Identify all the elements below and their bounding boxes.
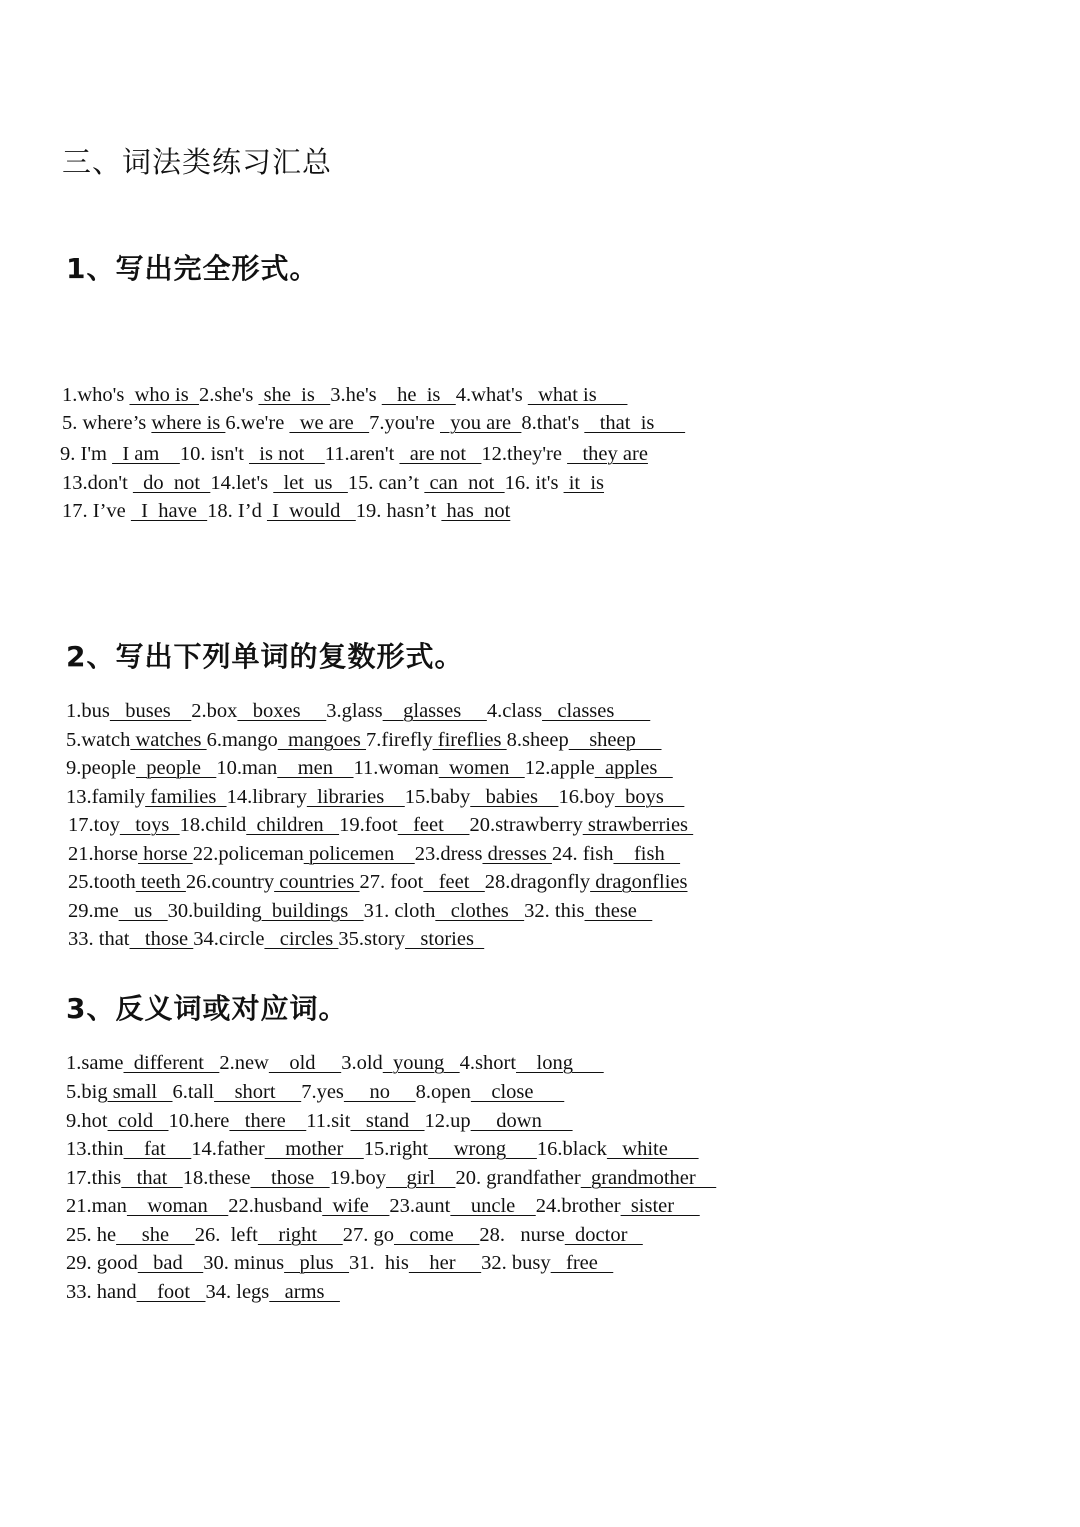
exercise-answer: I am <box>112 443 180 465</box>
exercise-answer: small <box>107 1081 173 1103</box>
exercise-answer: sheep <box>568 729 662 751</box>
exercise-answer: long <box>516 1052 604 1074</box>
exercise-prompt: 12.they're <box>481 443 568 465</box>
exercise-prompt: 1.who's <box>62 384 130 406</box>
exercise-prompt: 2.box <box>191 700 238 722</box>
exercise-answer: stand <box>350 1110 425 1132</box>
exercise-prompt: 13.family <box>66 786 146 808</box>
exercise-prompt: 22.policeman <box>192 843 304 865</box>
exercise-prompt: 29. good <box>66 1252 138 1274</box>
exercise-prompt: 1.same <box>66 1052 124 1074</box>
exercise-answer: dragonflies <box>590 871 688 893</box>
exercise-prompt: 30.building <box>167 900 262 922</box>
exercise-answer: grandmother <box>580 1167 717 1189</box>
exercise-answer: woman <box>126 1195 229 1217</box>
exercise-prompt: 15.right <box>363 1138 429 1160</box>
exercise-prompt: 7.yes <box>301 1081 344 1103</box>
exercise-answer: she <box>116 1224 195 1246</box>
exercise-answer: horse <box>138 843 193 865</box>
exercise-answer: dresses <box>482 843 552 865</box>
exercise-answer: feet <box>397 814 470 836</box>
exercise-prompt: 18.child <box>179 814 247 836</box>
exercise-answer: cold <box>107 1110 169 1132</box>
exercise-prompt: 18. I’d <box>207 500 267 522</box>
exercise-prompt: 27. go <box>342 1224 394 1246</box>
exercise-line <box>62 411 685 435</box>
exercise-line <box>68 813 693 837</box>
exercise-answer: wife <box>322 1195 390 1217</box>
exercise-answer: children <box>246 814 340 836</box>
exercise-prompt: 20.strawberry <box>469 814 583 836</box>
exercise-prompt: 32. this <box>524 900 585 922</box>
exercise-answer: women <box>438 757 525 779</box>
exercise-prompt: 3.glass <box>326 700 383 722</box>
exercise-answer: that <box>121 1167 183 1189</box>
exercise-prompt: 6.mango <box>206 729 278 751</box>
exercise-answer: uncle <box>450 1195 536 1217</box>
exercise-prompt: 4.what's <box>455 384 528 406</box>
exercise-prompt: 10. isn't <box>179 443 250 465</box>
exercise-prompt: 2.new <box>219 1052 269 1074</box>
exercise-answer: her <box>408 1252 482 1274</box>
exercise-answer: that is <box>584 412 686 434</box>
exercise-line <box>66 1194 700 1218</box>
exercise-prompt: 19.boy <box>329 1167 387 1189</box>
exercise-prompt: 31. his <box>349 1252 409 1274</box>
exercise-prompt: 7.firefly <box>366 729 433 751</box>
exercise-prompt: 8.that's <box>521 412 585 434</box>
exercise-answer: right <box>257 1224 343 1246</box>
exercise-line <box>68 870 687 894</box>
exercise-prompt: 10.man <box>216 757 278 779</box>
exercise-prompt: 28.dragonfly <box>484 871 591 893</box>
exercise-prompt: 3.he's <box>330 384 382 406</box>
exercise-answer: I would <box>266 500 356 522</box>
exercise-prompt: 11.aren't <box>324 443 400 465</box>
exercise-prompt: 25. he <box>66 1224 117 1246</box>
exercise-answer: arms <box>269 1281 340 1303</box>
exercise-prompt: 5.big <box>66 1081 108 1103</box>
exercise-answer: mangoes <box>277 729 367 751</box>
exercise-prompt: 12.up <box>424 1110 471 1132</box>
exercise-prompt: 28. nurse <box>479 1224 565 1246</box>
exercise-prompt: 23.dress <box>414 843 483 865</box>
exercise-answer: strawberries <box>582 814 694 836</box>
exercise-answer: he is <box>381 384 456 406</box>
exercise-prompt: 14.father <box>191 1138 265 1160</box>
exercise-answer: families <box>145 786 227 808</box>
exercise-prompt: 4.class <box>486 700 543 722</box>
exercise-line <box>68 927 484 951</box>
exercise-answer: apples <box>594 757 673 779</box>
exercise-answer: different <box>123 1052 220 1074</box>
exercise-answer: plus <box>284 1252 350 1274</box>
exercise-answer: she is <box>258 384 331 406</box>
exercise-prompt: 16.boy <box>558 786 615 808</box>
exercise-prompt: 31. cloth <box>363 900 436 922</box>
exercise-answer: fat <box>123 1138 192 1160</box>
exercise-prompt: 8.open <box>415 1081 471 1103</box>
exercise-answer: circles <box>264 928 339 950</box>
exercise-answer: what is <box>527 384 628 406</box>
exercise-prompt: 13.don't <box>62 472 133 494</box>
exercise-prompt: 8.sheep <box>506 729 569 751</box>
exercise-answer: wrong <box>428 1138 537 1160</box>
exercise-answer: let us <box>273 472 348 494</box>
exercise-prompt: 34. legs <box>205 1281 270 1303</box>
exercise-answer: feet <box>423 871 485 893</box>
exercise-prompt: 24. fish <box>551 843 614 865</box>
exercise-prompt: 5.watch <box>66 729 131 751</box>
exercise-prompt: 35.story <box>338 928 406 950</box>
section-2-heading: 2、写出下列单词的复数形式。 <box>66 640 464 673</box>
exercise-answer: girl <box>386 1167 456 1189</box>
exercise-line <box>68 899 652 923</box>
exercise-prompt: 25.tooth <box>68 871 136 893</box>
exercise-prompt: 9.people <box>66 757 137 779</box>
exercise-answer: clothes <box>435 900 525 922</box>
exercise-answer: buses <box>109 700 192 722</box>
exercise-prompt: 17.this <box>66 1167 122 1189</box>
exercise-prompt: 29.me <box>68 900 119 922</box>
exercise-prompt: 6.tall <box>172 1081 215 1103</box>
exercise-prompt: 26. left <box>194 1224 258 1246</box>
section-3-heading: 3、反义词或对应词。 <box>66 992 348 1025</box>
exercise-answer: glasses <box>382 700 487 722</box>
exercise-answer: men <box>277 757 354 779</box>
exercise-answer: those <box>129 928 194 950</box>
exercise-answer: come <box>393 1224 480 1246</box>
exercise-prompt: 17. I’ve <box>62 500 131 522</box>
exercise-prompt: 6.we're <box>225 412 290 434</box>
exercise-line <box>60 442 648 466</box>
exercise-prompt: 4.short <box>459 1052 517 1074</box>
exercise-prompt: 33. hand <box>66 1281 137 1303</box>
exercise-prompt: 20. grandfather <box>455 1167 581 1189</box>
exercise-answer: it is <box>563 472 605 494</box>
exercise-answer: there <box>229 1110 307 1132</box>
exercise-prompt: 2.she's <box>198 384 259 406</box>
exercise-prompt: 32. busy <box>481 1252 551 1274</box>
exercise-answer: who is <box>129 384 199 406</box>
exercise-prompt: 7.you're <box>369 412 440 434</box>
exercise-line <box>66 1166 716 1190</box>
exercise-prompt: 33. that <box>68 928 130 950</box>
exercise-line <box>66 1223 643 1247</box>
exercise-answer: boxes <box>237 700 327 722</box>
exercise-prompt: 10.here <box>168 1110 230 1132</box>
exercise-answer: is not <box>249 443 325 465</box>
exercise-answer: babies <box>470 786 559 808</box>
exercise-answer: watches <box>130 729 207 751</box>
exercise-answer: buildings <box>261 900 364 922</box>
exercise-answer: short <box>214 1081 302 1103</box>
exercise-answer: has not <box>441 500 511 522</box>
exercise-line <box>62 383 627 407</box>
exercise-prompt: 9.hot <box>66 1110 108 1132</box>
page-title: 三、词法类练习汇总 <box>62 145 333 179</box>
exercise-prompt: 1.bus <box>66 700 110 722</box>
exercise-line <box>66 1137 699 1161</box>
exercise-prompt: 16. it's <box>504 472 564 494</box>
exercise-answer: free <box>550 1252 614 1274</box>
exercise-answer: bad <box>137 1252 204 1274</box>
exercise-line <box>66 1280 340 1304</box>
exercise-answer: libraries <box>306 786 405 808</box>
exercise-line <box>66 1051 604 1075</box>
exercise-answer: do not <box>132 472 211 494</box>
section-1-heading: 1、写出完全形式。 <box>66 252 319 285</box>
exercise-prompt: 14.library <box>226 786 307 808</box>
exercise-answer: can not <box>424 472 505 494</box>
exercise-answer: those <box>250 1167 330 1189</box>
exercise-answer: where is <box>151 412 226 434</box>
exercise-prompt: 18.these <box>182 1167 251 1189</box>
exercise-prompt: 16.black <box>536 1138 607 1160</box>
exercise-line <box>66 728 662 752</box>
exercise-prompt: 15.baby <box>404 786 471 808</box>
exercise-prompt: 34.circle <box>193 928 265 950</box>
exercise-line <box>66 785 684 809</box>
exercise-prompt: 11.sit <box>306 1110 351 1132</box>
exercise-answer: we are <box>289 412 370 434</box>
exercise-answer: countries <box>274 871 360 893</box>
exercise-answer: doctor <box>564 1224 643 1246</box>
exercise-prompt: 13.thin <box>66 1138 124 1160</box>
exercise-prompt: 15. can’t <box>347 472 425 494</box>
exercise-prompt: 21.man <box>66 1195 127 1217</box>
exercise-line <box>66 756 673 780</box>
exercise-answer: boys <box>614 786 685 808</box>
exercise-answer: policemen <box>303 843 415 865</box>
exercise-answer: us <box>118 900 168 922</box>
exercise-answer: teeth <box>135 871 186 893</box>
exercise-answer: you are <box>440 412 522 434</box>
exercise-answer: sister <box>620 1195 700 1217</box>
exercise-answer: I have <box>130 500 208 522</box>
exercise-answer: are not <box>399 443 482 465</box>
exercise-prompt: 22.husband <box>228 1195 323 1217</box>
exercise-answer: they are <box>567 443 648 465</box>
exercise-prompt: 9. I'm <box>60 443 113 465</box>
exercise-prompt: 19.foot <box>339 814 398 836</box>
exercise-answer: young <box>382 1052 460 1074</box>
exercise-answer: white <box>606 1138 699 1160</box>
exercise-line <box>68 842 680 866</box>
exercise-answer: toys <box>119 814 180 836</box>
exercise-prompt: 27. foot <box>359 871 424 893</box>
exercise-answer: no <box>343 1081 416 1103</box>
exercise-prompt: 26.country <box>185 871 275 893</box>
exercise-answer: fish <box>613 843 681 865</box>
exercise-line <box>66 699 650 723</box>
exercise-prompt: 12.apple <box>524 757 595 779</box>
exercise-prompt: 11.woman <box>353 757 439 779</box>
exercise-answer: stories <box>405 928 485 950</box>
exercise-prompt: 30. minus <box>203 1252 285 1274</box>
exercise-answer: these <box>584 900 653 922</box>
exercise-prompt: 24.brother <box>535 1195 621 1217</box>
exercise-line <box>62 471 604 495</box>
exercise-answer: classes <box>542 700 651 722</box>
exercise-prompt: 17.toy <box>68 814 120 836</box>
exercise-line <box>66 1109 573 1133</box>
exercise-line <box>66 1251 613 1275</box>
exercise-answer: mother <box>264 1138 364 1160</box>
exercise-prompt: 21.horse <box>68 843 139 865</box>
exercise-answer: fireflies <box>432 729 507 751</box>
exercise-line <box>62 499 510 523</box>
exercise-answer: down <box>470 1110 573 1132</box>
exercise-answer: people <box>136 757 217 779</box>
exercise-answer: close <box>470 1081 565 1103</box>
exercise-prompt: 3.old <box>341 1052 383 1074</box>
exercise-prompt: 14.let's <box>210 472 274 494</box>
exercise-answer: foot <box>136 1281 206 1303</box>
exercise-answer: old <box>268 1052 342 1074</box>
exercise-line <box>66 1080 564 1104</box>
exercise-prompt: 19. hasn’t <box>355 500 442 522</box>
exercise-prompt: 23.aunt <box>389 1195 451 1217</box>
exercise-prompt: 5. where’s <box>62 412 152 434</box>
